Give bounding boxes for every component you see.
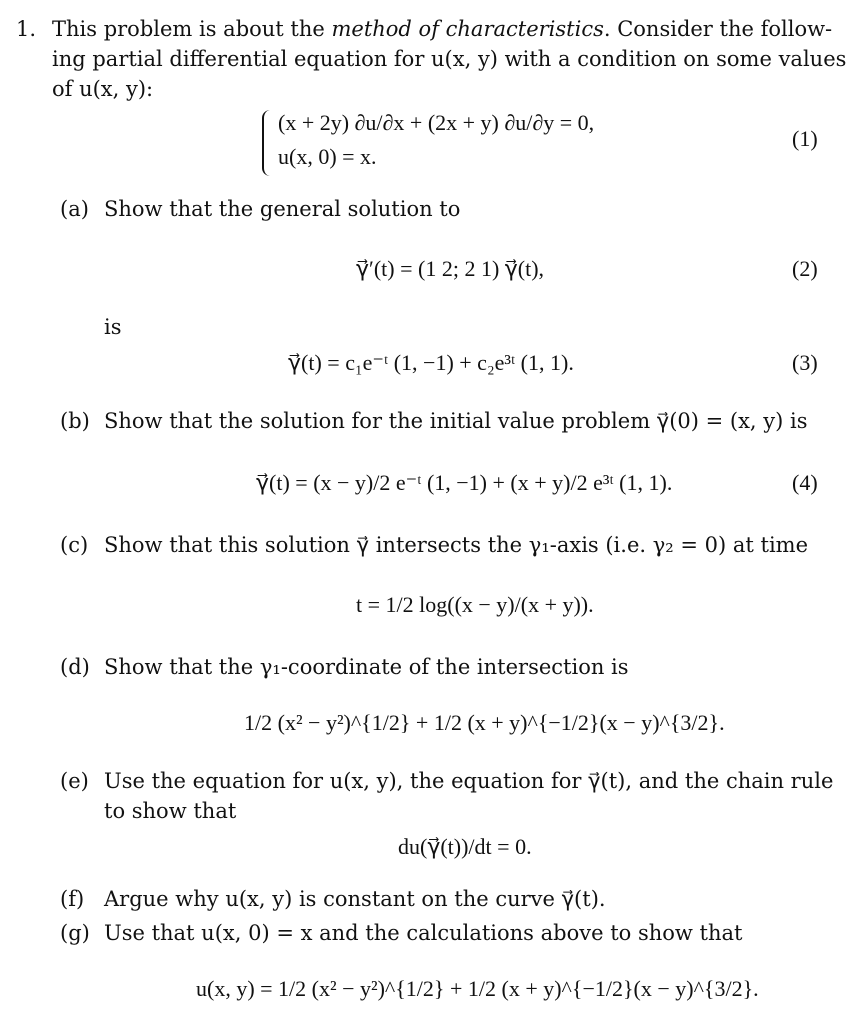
part-e-equation: du(γ⃗(t))/dt = 0. <box>398 834 532 859</box>
equation-4-number: (4) <box>792 470 818 495</box>
part-d-equation: 1/2 (x² − y²)^{1/2} + 1/2 (x + y)^{−1/2}(x − y)^{3/2}. <box>244 710 725 735</box>
part-a-label: (a) <box>60 197 89 221</box>
part-a-text: Show that the general solution to <box>104 197 461 221</box>
part-g-label: (g) <box>60 921 90 945</box>
part-e-text-line-1: Use the equation for u(x, y), the equation for γ⃗(t), and the chain rule <box>104 769 834 793</box>
part-c-text: Show that this solution γ⃗ intersects the γ₁-axis (i.e. γ₂ = 0) at time <box>104 533 809 557</box>
equation-1-line-1: (x + 2y) ∂u/∂x + (2x + y) ∂u/∂y = 0, <box>278 110 595 135</box>
part-g-equation: u(x, y) = 1/2 (x² − y²)^{1/2} + 1/2 (x + y)^{−1/2}(x − y)^{3/2}. <box>196 976 759 1001</box>
system-brace <box>262 110 270 176</box>
intro-text-b: . Consider the follow- <box>603 17 833 41</box>
part-c-label: (c) <box>60 533 89 557</box>
part-b-label: (b) <box>60 409 90 433</box>
intro-text-a: This problem is about the <box>52 17 332 41</box>
equation-1-line-2: u(x, 0) = x. <box>278 144 377 169</box>
equation-3: γ⃗(t) = c₁e⁻ᵗ (1, −1) + c₂e³ᵗ (1, 1). <box>288 350 574 375</box>
intro-emphasis: method of characteristics <box>331 17 604 41</box>
problem-number: 1. <box>16 17 37 41</box>
part-d-label: (d) <box>60 655 90 679</box>
part-f-label: (f) <box>60 887 85 911</box>
part-c-equation: t = 1/2 log((x − y)/(x + y)). <box>356 592 594 617</box>
part-e-label: (e) <box>60 769 89 793</box>
intro-line-2: ing partial differential equation for u(x, y) with a condition on some values <box>52 47 847 71</box>
equation-3-number: (3) <box>792 350 818 375</box>
equation-2-number: (2) <box>792 256 818 281</box>
equation-4: γ⃗(t) = (x − y)/2 e⁻ᵗ (1, −1) + (x + y)/2 e³ᵗ (1, 1). <box>256 470 673 495</box>
equation-1-number: (1) <box>792 126 818 151</box>
part-g-text: Use that u(x, 0) = x and the calculations above to show that <box>104 921 743 945</box>
part-a-is: is <box>104 315 122 339</box>
intro-line-1 <box>52 14 832 44</box>
part-d-text: Show that the γ₁-coordinate of the intersection is <box>104 655 629 679</box>
equation-2: γ⃗′(t) = (1 2; 2 1) γ⃗(t), <box>356 256 545 281</box>
part-e-text-line-2: to show that <box>104 799 237 823</box>
part-f-text: Argue why u(x, y) is constant on the curve γ⃗(t). <box>104 887 606 911</box>
intro-line-3: of u(x, y): <box>52 77 154 101</box>
part-b-text: Show that the solution for the initial value problem γ⃗(0) = (x, y) is <box>104 409 808 433</box>
